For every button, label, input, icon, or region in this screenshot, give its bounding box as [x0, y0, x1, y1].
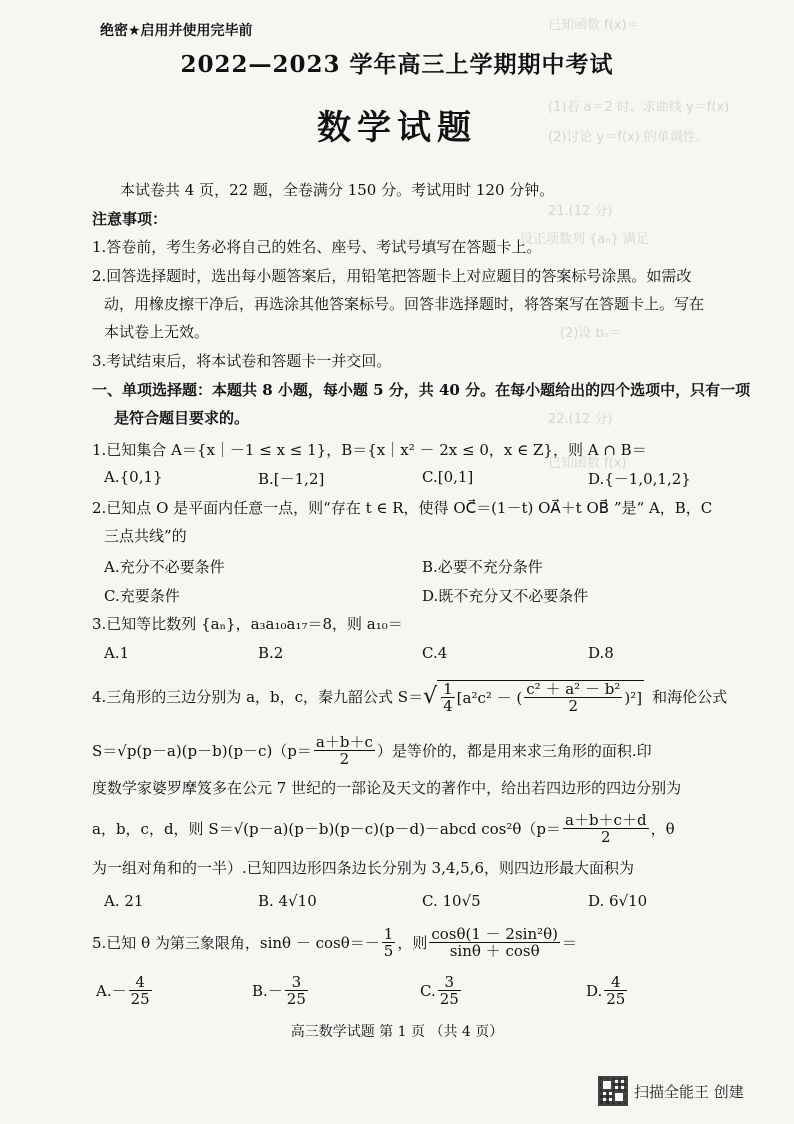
bleed-text: 21.(12 分)	[548, 204, 613, 219]
fraction-denominator: 25	[130, 990, 150, 1008]
q4-option-c: C. 10√5	[422, 892, 481, 910]
q3-option-c: C.4	[422, 644, 448, 662]
fraction-denominator: 2	[568, 697, 579, 715]
fraction-cosine-term	[524, 681, 622, 714]
fraction-numerator: 3	[285, 974, 308, 991]
note-item: 2.回答选择题时，选出每小题答案后，用铅笔把答题卡上对应题目的答案标号涂黑。如需改	[92, 267, 692, 285]
q1-option-c: C.[0,1]	[422, 468, 474, 486]
option-fraction	[438, 974, 461, 1007]
option-fraction	[604, 974, 627, 1007]
page-footer: 高三数学试题 第 1 页 （共 4 页）	[290, 1024, 504, 1040]
question-4-line-2	[92, 734, 652, 767]
qr-code-icon	[598, 1076, 628, 1106]
fraction-numerator: 1	[383, 925, 394, 943]
section-heading: 一、单项选择题：本题共 8 小题，每小题 5 分，共 40 分。在每小题给出的四个选项中，只有一项	[92, 381, 751, 399]
bleed-text: (2)设 bₙ＝	[560, 326, 622, 341]
question-2-stem-cont: 三点共线”的	[104, 527, 187, 545]
note-item: 3.考试结束后，将本试卷和答题卡一并交回。	[92, 352, 392, 370]
question-3-stem: 3.已知等比数列 {aₙ}，a₃a₁₀a₁₇＝8，则 a₁₀＝	[92, 615, 403, 633]
fraction-denominator: 25	[439, 990, 459, 1008]
q5-option-b	[252, 974, 310, 1007]
scanner-brand-text: 扫描全能王 创建	[634, 1082, 744, 1101]
q3-option-a: A.1	[104, 644, 130, 662]
fraction-numerator: 4	[129, 974, 152, 991]
q2-option-d: D.既不充分又不必要条件	[422, 587, 589, 605]
fraction-denominator: 4	[443, 697, 453, 715]
question-4-line-4	[92, 812, 675, 845]
fraction-denominator: 2	[339, 750, 350, 768]
q3-option-b: B.2	[258, 644, 284, 662]
q1-option-b: B.[－1,2]	[258, 470, 325, 488]
note-item: 1.答卷前，考生务必将自己的姓名、座号、考试号填写在答题卡上。	[92, 238, 542, 256]
q4-text: ）是等价的，都是用来求三角形的面积.印	[376, 741, 652, 760]
q4-text: 4.三角形的三边分别为 a，b，c，秦九韶公式 S＝	[92, 688, 424, 706]
q1-option-d: D.{－1,0,1,2}	[588, 470, 691, 488]
fraction-one-fifth	[382, 926, 396, 959]
q5-text: ，则	[397, 933, 428, 952]
bleed-text: 已知函数 f(x)	[548, 456, 627, 471]
fraction-denominator: sinθ ＋ cosθ	[449, 942, 540, 960]
option-label: A.－	[96, 982, 127, 1000]
q2-option-c: C.充要条件	[104, 587, 180, 605]
question-5-stem	[92, 926, 577, 959]
fraction-numerator: cosθ(1 － 2sin²θ)	[431, 925, 559, 943]
section-heading-cont: 是符合题目要求的。	[114, 409, 250, 427]
fraction-numerator: c² ＋ a² － b²	[526, 680, 621, 698]
question-2-stem: 2.已知点 O 是平面内任意一点，则“存在 t ∈ R，使得 OC⃗＝(1－t) OA⃗＋t OB⃗ ”是“ A，B，C	[92, 499, 713, 517]
notes-heading: 注意事项：	[92, 210, 168, 228]
q3-option-d: D.8	[588, 644, 614, 662]
q4-text: ，θ	[650, 819, 675, 838]
fraction-denominator: 2	[601, 828, 611, 846]
bleed-text: 22.(12 分)	[548, 412, 613, 427]
q4-formula-part: [a²c² － (	[456, 688, 523, 707]
q4-option-b: B. 4√10	[258, 892, 317, 910]
confidential-label: 绝密★启用并使用完毕前	[100, 23, 253, 39]
note-item: 动，用橡皮擦干净后，再选涂其他答案标号。回答非选择题时，将答案写在答题卡上。写在	[104, 295, 705, 313]
bleed-text: 已知函数 f(x)＝	[548, 18, 640, 33]
subject-title: 数学试题	[317, 108, 477, 148]
fraction-semi-perimeter	[314, 734, 375, 767]
q4-text: 和海伦公式	[652, 688, 728, 706]
intro-text: 本试卷共 4 页，22 题，全卷满分 150 分。考试用时 120 分钟。	[120, 181, 555, 199]
q1-option-a: A.{0,1}	[104, 468, 163, 486]
fraction-semi-perimeter-quad	[563, 812, 649, 845]
q4-option-a: A. 21	[104, 892, 144, 910]
bleed-text: 设正项数列 {aₙ} 满足	[520, 232, 649, 247]
fraction-denominator: 25	[606, 990, 626, 1008]
fraction-quarter	[441, 681, 455, 714]
q5-text: 5.已知 θ 为第三象限角，sinθ － cosθ＝－	[92, 933, 380, 952]
q5-option-d	[586, 974, 629, 1007]
note-item: 本试卷上无效。	[104, 323, 210, 341]
fraction-denominator: 25	[286, 990, 306, 1008]
fraction-target-expression	[429, 926, 560, 959]
q5-option-a	[96, 974, 154, 1007]
fraction-numerator: 4	[604, 974, 627, 991]
option-label: B.－	[252, 982, 283, 1000]
question-1-stem: 1.已知集合 A＝{x｜－1 ≤ x ≤ 1}，B＝{x｜x² － 2x ≤ 0，x ∈ Z}，则 A ∩ B＝	[92, 441, 647, 459]
q2-option-b: B.必要不充分条件	[422, 558, 543, 576]
q2-option-a: A.充分不必要条件	[104, 558, 225, 576]
bleed-text: (1)若 a＝2 时，求曲线 y＝f(x)	[548, 100, 730, 115]
fraction-numerator: a＋b＋c＋d	[565, 811, 647, 829]
q5-text: ＝	[562, 933, 578, 952]
fraction-numerator: a＋b＋c	[315, 733, 373, 751]
fraction-numerator: 3	[438, 974, 461, 991]
question-4-line-1	[92, 680, 727, 714]
exam-title: 2022—2023 学年高三上学期期中考试	[180, 51, 614, 78]
sqrt-body	[437, 680, 644, 714]
option-label: D.	[586, 981, 603, 1000]
q4-text: a，b，c，d，则 S＝√(p－a)(p－b)(p－c)(p－d)－abcd cos²θ（p＝	[92, 819, 562, 838]
sqrt-sign: √	[423, 684, 438, 709]
option-label: C.	[420, 981, 436, 1000]
scanner-watermark	[598, 1076, 744, 1106]
bleed-text: (2)讨论 y＝f(x) 的单调性。	[548, 130, 709, 145]
q4-text: S＝√p(p－a)(p－b)(p－c)（p＝	[92, 741, 312, 760]
q4-formula-part: )²]	[624, 688, 643, 707]
fraction-denominator: 5	[383, 942, 394, 960]
option-fraction	[129, 974, 152, 1007]
fraction-numerator: 1	[443, 680, 453, 698]
q4-option-d: D. 6√10	[588, 892, 648, 910]
question-4-line-5: 为一组对角和的一半）.已知四边形四条边长分别为 3,4,5,6，则四边形最大面积为	[92, 859, 635, 877]
question-4-line-3: 度数学家婆罗摩笈多在公元 7 世纪的一部论及天文的著作中，给出若四边形的四边分别为	[92, 779, 682, 797]
q5-option-c	[420, 974, 463, 1007]
option-fraction	[285, 974, 308, 1007]
